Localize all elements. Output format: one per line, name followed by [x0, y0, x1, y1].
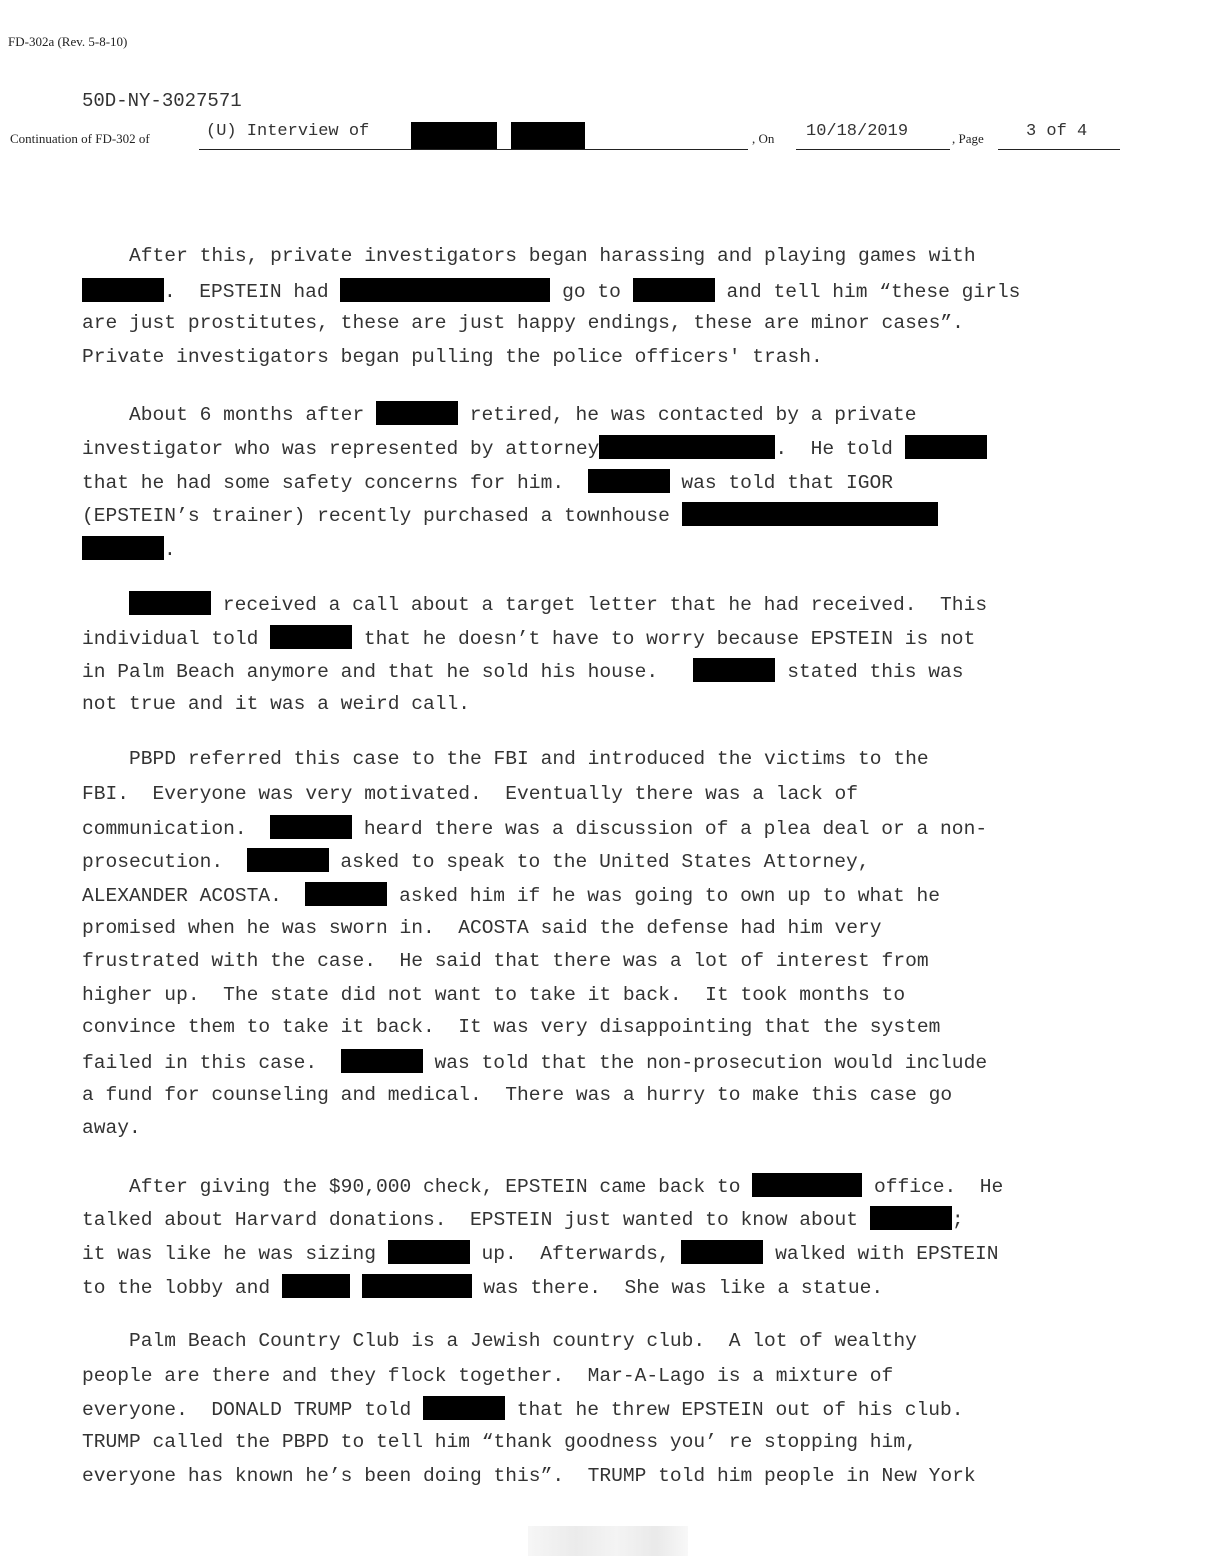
- body-line: [82, 1173, 1003, 1199]
- redaction-bar: [905, 435, 987, 459]
- redaction-bar: [376, 401, 458, 425]
- body-text-segment: asked him if he was going to own up to what he: [387, 885, 941, 907]
- body-text-segment: a fund for counseling and medical. There was a hurry to make this case go: [82, 1084, 953, 1106]
- body-text-segment: are just prostitutes, these are just happy endings, these are minor cases”.: [82, 312, 964, 334]
- body-text-segment: to the lobby and: [82, 1277, 282, 1299]
- body-text-segment: that he threw EPSTEIN out of his club.: [505, 1399, 964, 1421]
- body-line: [82, 1049, 987, 1075]
- body-text-segment: ALEXANDER ACOSTA.: [82, 885, 306, 907]
- body-line: [82, 1206, 964, 1232]
- body-text-segment: Palm Beach Country Club is a Jewish country club. A lot of wealthy: [82, 1330, 917, 1352]
- body-text-segment: Private investigators began pulling the police officers' trash.: [82, 346, 823, 368]
- body-text-segment: After this, private investigators began harassing and playing games with: [82, 245, 976, 267]
- body-text-segment: promised when he was sworn in. ACOSTA said the defense had him very: [82, 917, 882, 939]
- body-line: [82, 1430, 917, 1454]
- body-line: [82, 469, 893, 495]
- body-text-segment: was told that the non-prosecution would include: [422, 1052, 988, 1074]
- body-line: [82, 848, 870, 874]
- body-text-segment: that he had some safety concerns for him.: [82, 472, 588, 494]
- redaction-bar: [82, 278, 164, 302]
- body-line: [82, 882, 940, 908]
- redaction-bar: [340, 278, 550, 302]
- body-text-segment: (EPSTEIN’s trainer) recently purchased a townhouse: [82, 505, 682, 527]
- body-text-segment: and tell him “these girls: [714, 281, 1021, 303]
- redaction-bar: [681, 1240, 763, 1264]
- body-text-segment: asked to speak to the United States Attorney,: [328, 851, 870, 873]
- redaction-bar: [305, 882, 387, 906]
- form-id: FD-302a (Rev. 5-8-10): [8, 34, 128, 49]
- redaction-bar: [129, 591, 211, 615]
- body-line: [82, 1364, 893, 1388]
- body-line: [82, 782, 858, 806]
- body-text-segment: go to: [550, 281, 633, 303]
- body-text-segment: investigator who was represented by attorney: [82, 438, 600, 460]
- page-label: , Page: [952, 131, 984, 146]
- body-text-segment: people are there and they flock together. Mar-A-Lago is a mixture of: [82, 1365, 894, 1387]
- body-line: [82, 916, 882, 940]
- redaction-bar: [282, 1274, 350, 1298]
- body-text-segment: stated this was: [775, 661, 964, 683]
- body-text-segment: communication.: [82, 818, 271, 840]
- body-line: [82, 692, 470, 716]
- body-text-segment: talked about Harvard donations. EPSTEIN just wanted to know about: [82, 1209, 870, 1231]
- body-text-segment: received a call about a target letter that he had received. This: [211, 594, 988, 616]
- redaction-bar: [752, 1173, 862, 1197]
- body-line: [82, 591, 987, 617]
- body-line: [82, 1083, 952, 1107]
- body-text-segment: TRUMP called the PBPD to tell him “thank goodness you’ re stopping him,: [82, 1431, 917, 1453]
- redaction-bar: [341, 1049, 423, 1073]
- body-text-segment: frustrated with the case. He said that there was a lot of interest from: [82, 950, 929, 972]
- page-underline: [998, 149, 1120, 150]
- redaction-bar: [270, 625, 352, 649]
- body-line: [82, 345, 823, 369]
- redaction-bar: [411, 122, 497, 150]
- redaction-bar: [682, 502, 938, 526]
- body-line: [82, 536, 176, 562]
- body-line: [82, 1116, 141, 1140]
- redaction-bar: [388, 1240, 470, 1264]
- body-text-segment: After giving the $90,000 check, EPSTEIN came back to: [82, 1176, 753, 1198]
- body-text-segment: it was like he was sizing: [82, 1243, 388, 1265]
- body-line: [82, 278, 1020, 304]
- redaction-bar: [693, 658, 775, 682]
- body-text-segment: FBI. Everyone was very motivated. Eventually there was a lack of: [82, 783, 859, 805]
- body-text-segment: [350, 1277, 362, 1299]
- body-text-segment: was there. She was like a statue.: [471, 1277, 884, 1299]
- redaction-bar: [633, 278, 715, 302]
- body-text-segment: [82, 594, 129, 616]
- body-line: [82, 244, 976, 268]
- body-line: [82, 1274, 883, 1300]
- body-text-segment: individual told: [82, 628, 271, 650]
- body-line: [82, 311, 964, 335]
- body-text-segment: convince them to take it back. It was very disappointing that the system: [82, 1016, 941, 1038]
- body-text-segment: prosecution.: [82, 851, 247, 873]
- body-line: [82, 1464, 976, 1488]
- body-text-segment: failed in this case.: [82, 1052, 341, 1074]
- continuation-label: Continuation of FD-302 of: [10, 131, 150, 146]
- blurred-watermark: [528, 1526, 688, 1556]
- body-line: [82, 502, 938, 528]
- redaction-bar: [423, 1396, 505, 1420]
- body-text-segment: higher up. The state did not want to take it back. It took months to: [82, 984, 906, 1006]
- page-number: 3 of 4: [1026, 122, 1088, 141]
- body-text-segment: in Palm Beach anymore and that he sold his house.: [82, 661, 694, 683]
- redaction-bar: [599, 435, 775, 459]
- body-line: [82, 747, 929, 771]
- body-text-segment: office. He: [862, 1176, 1004, 1198]
- body-line: [82, 1015, 940, 1039]
- body-line: [82, 435, 987, 461]
- body-text-segment: up. Afterwards,: [469, 1243, 682, 1265]
- body-line: [82, 1396, 964, 1422]
- body-line: [82, 815, 987, 841]
- body-text-segment: not true and it was a weird call.: [82, 693, 471, 715]
- body-text-segment: everyone. DONALD TRUMP told: [82, 1399, 423, 1421]
- body-line: [82, 1240, 999, 1266]
- body-text-segment: away.: [82, 1117, 141, 1139]
- body-text-segment: retired, he was contacted by a private: [457, 404, 917, 426]
- body-text-segment: . EPSTEIN had: [164, 281, 341, 303]
- body-text-segment: ;: [951, 1209, 964, 1231]
- interview-subject: (U) Interview of: [206, 122, 370, 141]
- body-text-segment: everyone has known he’s been doing this”. TRUMP told him people in New York: [82, 1465, 976, 1487]
- body-text-segment: was told that IGOR: [669, 472, 894, 494]
- body-line: [82, 949, 929, 973]
- body-line: [82, 1329, 917, 1353]
- date-underline: [796, 149, 950, 150]
- interview-date: 10/18/2019: [806, 122, 909, 141]
- file-number: 50D-NY-3027571: [82, 90, 242, 112]
- body-text-segment: that he doesn’t have to worry because EPSTEIN is not: [352, 628, 976, 650]
- body-text-segment: heard there was a discussion of a plea deal or a non-: [352, 818, 988, 840]
- redaction-bar: [588, 469, 670, 493]
- redaction-bar: [870, 1206, 952, 1230]
- body-line: [82, 625, 975, 651]
- body-text-segment: PBPD referred this case to the FBI and introduced the victims to the: [82, 748, 929, 770]
- body-text-segment: About 6 months after: [82, 404, 376, 426]
- body-text-segment: walked with EPSTEIN: [763, 1243, 999, 1265]
- body-line: [82, 658, 964, 684]
- subject-underline: [199, 149, 748, 150]
- redaction-bar: [247, 848, 329, 872]
- redaction-bar: [270, 815, 352, 839]
- redaction-bar: [362, 1274, 472, 1298]
- body-text-segment: .: [164, 539, 176, 561]
- redaction-bar: [511, 122, 585, 150]
- body-text-segment: . He told: [775, 438, 905, 460]
- on-label: , On: [752, 131, 775, 146]
- body-line: [82, 983, 905, 1007]
- redaction-bar: [82, 536, 164, 560]
- body-line: [82, 401, 917, 427]
